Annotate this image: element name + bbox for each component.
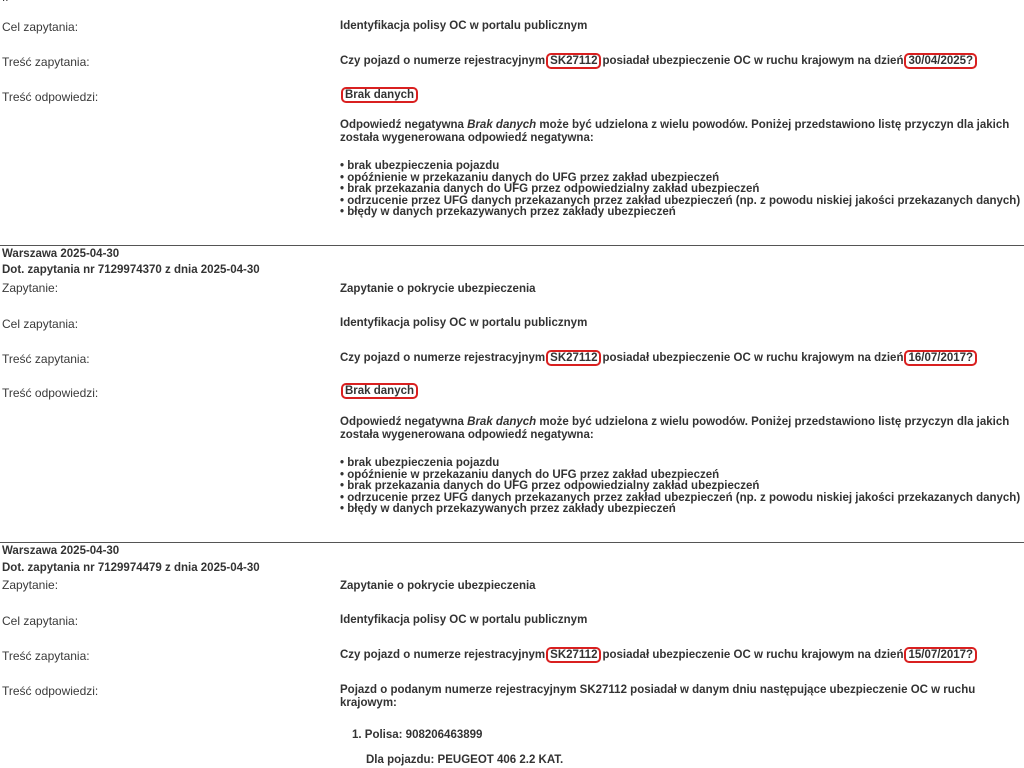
negative-text-start: Odpowiedź negatywna xyxy=(340,416,468,428)
reason-item: • odrzucenie przez UFG danych przekazanych przez zakład ubezpieczeń (np. z powodu niskiej jakości przekazanych danych) xyxy=(340,493,1024,505)
label-cel-zapytania: Cel zapytania: xyxy=(2,614,79,628)
vehicle-info: Dla pojazdu: PEUGEOT 406 2.2 KAT. xyxy=(366,754,564,766)
question-middle: posiadał ubezpieczenie OC w ruchu krajowym na dzień xyxy=(602,649,904,661)
zapytanie-value: Zapytanie o pokrycie ubezpieczenia xyxy=(340,283,536,295)
question-text xyxy=(340,647,978,663)
question-prefix: Czy pojazd o numerze rejestracyjnym xyxy=(340,352,546,364)
reason-item: • opóźnienie w przekazaniu danych do UFG przez zakład ubezpieczeń xyxy=(340,470,1024,482)
label-tresc-zapytania: Treść zapytania: xyxy=(2,55,90,69)
question-middle: posiadał ubezpieczenie OC w ruchu krajowym na dzień xyxy=(602,352,904,364)
plate-highlight: SK27112 xyxy=(546,53,601,69)
label-tresc-odpowiedzi: Treść odpowiedzi: xyxy=(2,386,99,400)
label-cel-zapytania: Cel zapytania: xyxy=(2,317,79,331)
positive-answer: Pojazd o podanym numerze rejestracyjnym SK27112 posiadał w danym dniu następujące ubezpieczenie OC w ruchu krajowym: xyxy=(340,684,976,709)
negative-text-end: może być udzielona z wielu powodów. Poniżej przedstawiono listę przyczyn dla jakich została wygenerowana odpowiedź negatywna: xyxy=(340,119,1010,144)
question-text xyxy=(340,350,978,366)
label-tresc-zapytania: Treść zapytania: xyxy=(2,649,90,663)
question-text xyxy=(340,53,978,69)
negative-text-end: może być udzielona z wielu powodów. Poniżej przedstawiono listę przyczyn dla jakich została wygenerowana odpowiedź negatywna: xyxy=(340,416,1010,441)
date-highlight: 30/04/2025? xyxy=(904,53,977,69)
brak-danych-highlight: Brak danych xyxy=(341,87,418,103)
negative-explanation xyxy=(340,119,1024,145)
polisa-number: 1. Polisa: 908206463899 xyxy=(352,729,483,741)
place-date: Warszawa 2025-04-30 xyxy=(2,545,120,557)
label-zapytanie: Zapytanie: xyxy=(2,578,59,592)
label-zapytanie: Zapytanie: xyxy=(2,281,59,295)
label-cel-zapytania: Cel zapytania: xyxy=(2,20,79,34)
reason-item: • opóźnienie w przekazaniu danych do UFG przez zakład ubezpieczeń xyxy=(340,173,1024,185)
zapytanie-value: Zapytanie o pokrycie ubezpieczenia xyxy=(340,580,536,592)
brak-danych-highlight: Brak danych xyxy=(341,383,418,399)
negative-explanation xyxy=(340,416,1024,442)
question-prefix: Czy pojazd o numerze rejestracyjnym xyxy=(340,649,546,661)
place-date: Warszawa 2025-04-30 xyxy=(2,248,120,260)
cel-zapytania-value: Identyfikacja polisy OC w portalu publicznym xyxy=(340,20,588,32)
reason-item: • brak ubezpieczenia pojazdu xyxy=(340,458,1024,470)
cel-zapytania-value: Identyfikacja polisy OC w portalu publicznym xyxy=(340,317,588,329)
label-tresc-zapytania: Treść zapytania: xyxy=(2,352,90,366)
reason-item: • błędy w danych przekazywanych przez zakłady ubezpieczeń xyxy=(340,504,1024,516)
reasons-list xyxy=(340,458,1024,516)
reason-item: • błędy w danych przekazywanych przez zakłady ubezpieczeń xyxy=(340,207,1024,219)
negative-text-em: Brak danych xyxy=(467,119,537,131)
plate-highlight: SK27112 xyxy=(546,350,601,366)
top-cutoff-text xyxy=(2,0,8,4)
reason-item: • brak przekazania danych do UFG przez odpowiedzialny zakład ubezpieczeń xyxy=(340,184,1024,196)
label-tresc-odpowiedzi: Treść odpowiedzi: xyxy=(2,684,99,698)
reason-item: • brak ubezpieczenia pojazdu xyxy=(340,161,1024,173)
plate-highlight: SK27112 xyxy=(546,647,601,663)
record-separator xyxy=(0,245,1024,246)
answer-status xyxy=(340,87,419,103)
label-tresc-odpowiedzi: Treść odpowiedzi: xyxy=(2,90,99,104)
date-highlight: 16/07/2017? xyxy=(904,350,977,366)
query-reference: Dot. zapytania nr 7129974370 z dnia 2025-04-30 xyxy=(2,264,260,276)
negative-text-em: Brak danych xyxy=(467,416,537,428)
answer-status xyxy=(340,383,419,399)
record-separator xyxy=(0,542,1024,543)
reasons-list xyxy=(340,161,1024,219)
question-prefix: Czy pojazd o numerze rejestracyjnym xyxy=(340,55,546,67)
cel-zapytania-value: Identyfikacja polisy OC w portalu publicznym xyxy=(340,614,588,626)
reason-item: • brak przekazania danych do UFG przez odpowiedzialny zakład ubezpieczeń xyxy=(340,481,1024,493)
date-highlight: 15/07/2017? xyxy=(904,647,977,663)
question-middle: posiadał ubezpieczenie OC w ruchu krajowym na dzień xyxy=(602,55,904,67)
query-reference: Dot. zapytania nr 7129974479 z dnia 2025-04-30 xyxy=(2,562,260,574)
reason-item: • odrzucenie przez UFG danych przekazanych przez zakład ubezpieczeń (np. z powodu niskiej jakości przekazanych danych) xyxy=(340,196,1024,208)
negative-text-start: Odpowiedź negatywna xyxy=(340,119,468,131)
